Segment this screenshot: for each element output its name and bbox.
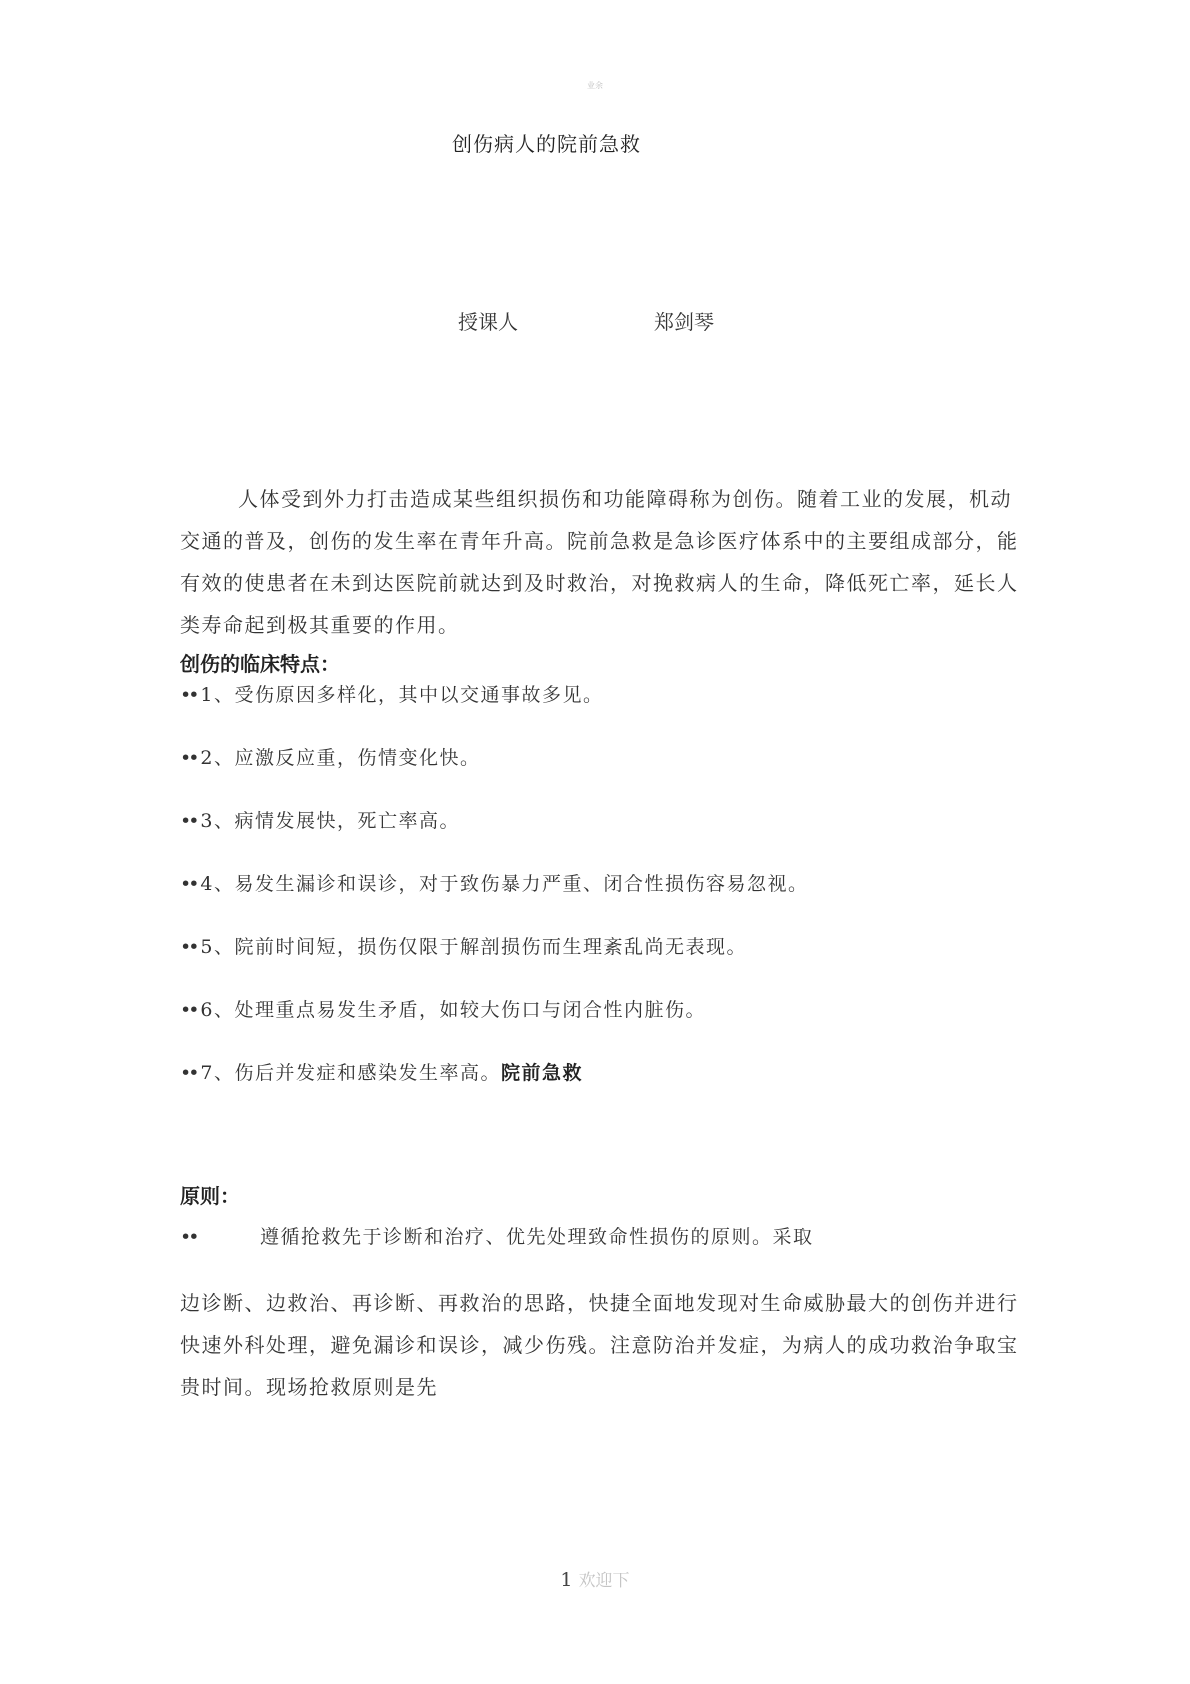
footer-watermark: 欢迎下 bbox=[578, 1571, 630, 1591]
feature-item: •• 1、受伤原因多样化，其中以交通事故多见。 bbox=[180, 684, 604, 706]
principle-heading: 原则： bbox=[180, 1184, 240, 1208]
header-watermark: 业余 bbox=[587, 81, 603, 90]
bullet-marker: •• bbox=[180, 1226, 197, 1248]
bullet-marker: •• bbox=[180, 999, 197, 1021]
feature-item: •• 7、伤后并发症和感染发生率高。院前急救 bbox=[180, 1062, 584, 1084]
intro-text: 人体受到外力打击造成某些组织损伤和功能障碍称为创伤。随着工业的发展，机动交通的普及，创伤的发生率在青年升高。院前急救是急诊医疗体系中的主要组成部分，能有效的使患者在未到达医院前就达到及时救治，对挽救病人的生命，降低死亡率，延长人类寿命起到极其重要的作用。 bbox=[180, 487, 1019, 637]
page-number: 1 bbox=[560, 1569, 573, 1591]
lecturer-label: 授课人 bbox=[458, 310, 518, 334]
bullet-marker: •• bbox=[180, 936, 197, 958]
features-heading: 创伤的临床特点： bbox=[180, 652, 340, 676]
feature-item: •• 5、院前时间短，损伤仅限于解剖损伤而生理紊乱尚无表现。 bbox=[180, 936, 748, 958]
bullet-marker: •• bbox=[180, 810, 197, 832]
bullet-marker: •• bbox=[180, 1062, 197, 1084]
bullet-marker: •• bbox=[180, 684, 197, 706]
page-footer bbox=[0, 1566, 1190, 1591]
feature-item: •• 2、应激反应重，伤情变化快。 bbox=[180, 747, 481, 769]
bullet-marker: •• bbox=[180, 873, 197, 895]
feature-item: •• 4、易发生漏诊和误诊，对于致伤暴力严重、闭合性损伤容易忽视。 bbox=[180, 873, 809, 895]
prehospital-heading: 院前急救 bbox=[501, 1062, 584, 1084]
document-title: 创伤病人的院前急救 bbox=[452, 132, 641, 156]
principle-first-line: •• 遵循抢救先于诊断和治疗、优先处理致命性损伤的原则。采取 bbox=[180, 1226, 814, 1248]
bullet-marker: •• bbox=[180, 747, 197, 769]
principle-paragraph: 边诊断、边救治、再诊断、再救治的思路，快捷全面地发现对生命威胁最大的创伤并进行快速外科处理，避免漏诊和误诊，减少伤残。注意防治并发症，为病人的成功救治争取宝贵时间。现场抢救原则是先 bbox=[180, 1291, 1019, 1399]
intro-paragraph bbox=[180, 478, 1020, 646]
feature-item: •• 6、处理重点易发生矛盾，如较大伤口与闭合性内脏伤。 bbox=[180, 999, 707, 1021]
lecturer-name: 郑剑琴 bbox=[654, 310, 714, 334]
feature-item: •• 3、病情发展快，死亡率高。 bbox=[180, 810, 461, 832]
